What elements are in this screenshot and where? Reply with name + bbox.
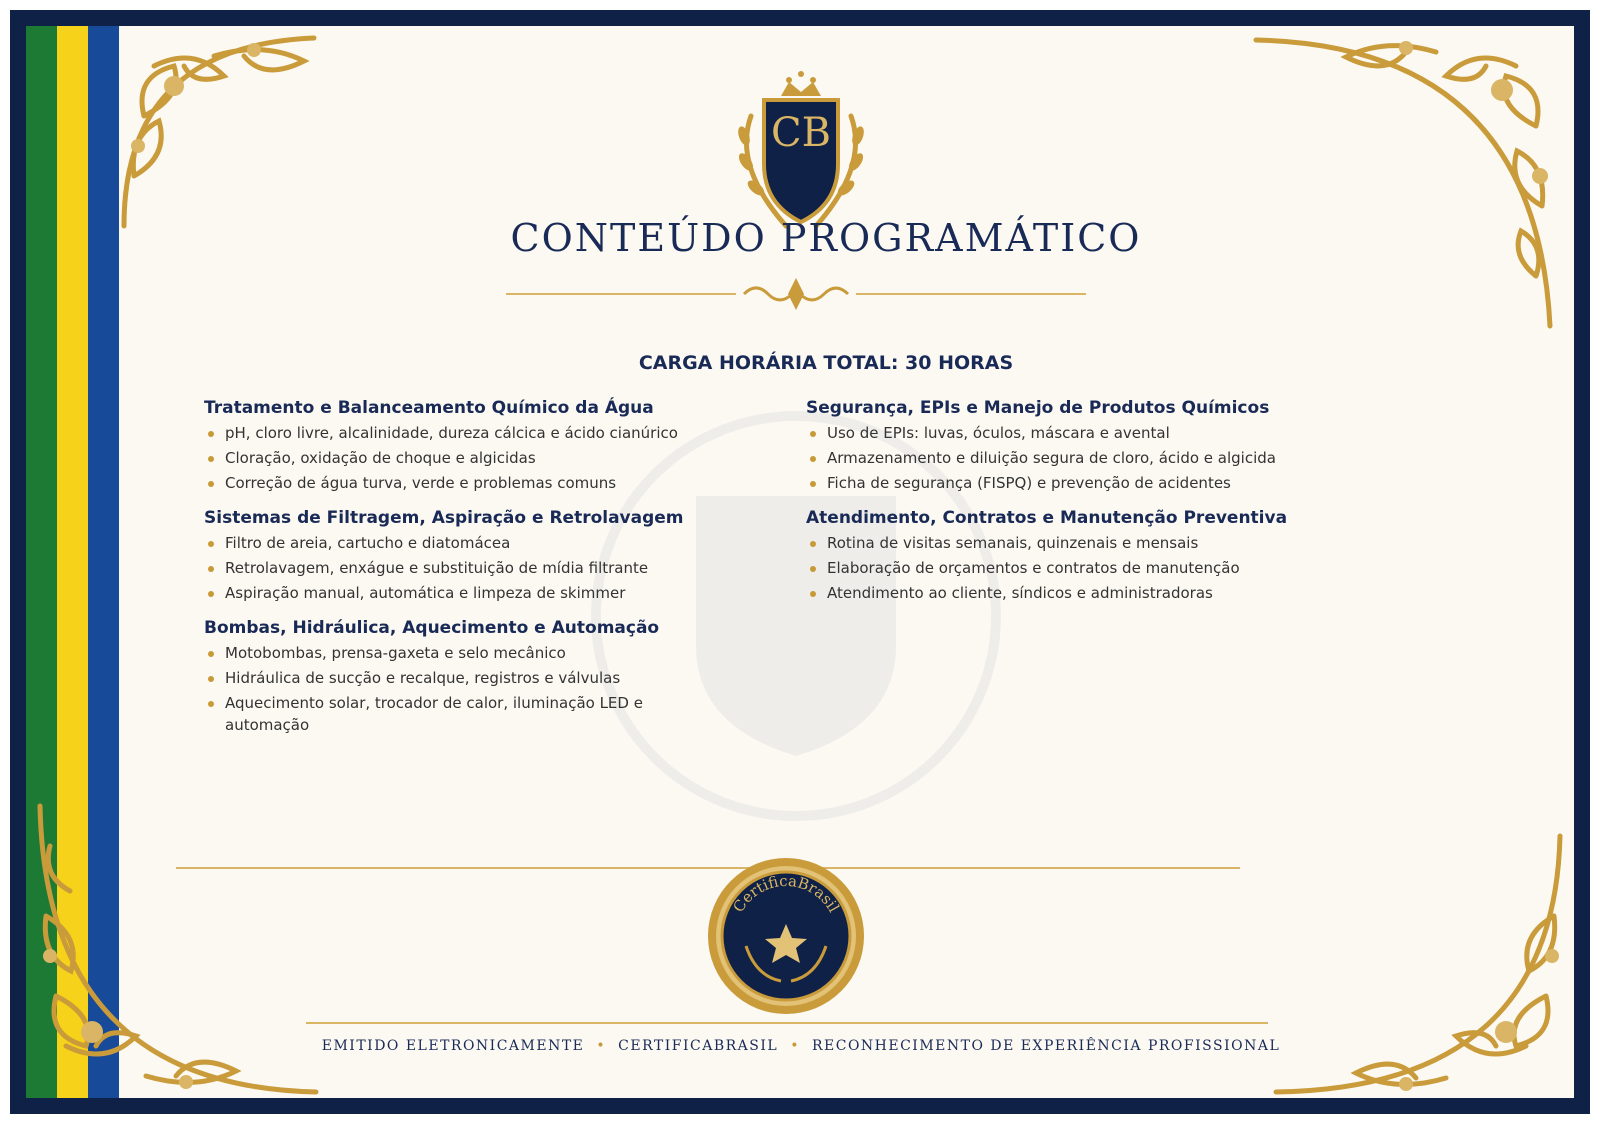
section-heading: Sistemas de Filtragem, Aspiração e Retrolavagem [204, 508, 684, 528]
corner-ornament-top-right [1236, 26, 1566, 336]
list-item: Ficha de segurança (FISPQ) e prevenção de acidentes [806, 472, 1366, 494]
list-item: Rotina de visitas semanais, quinzenais e mensais [806, 532, 1366, 554]
list-item: Correção de água turva, verde e problemas comuns [204, 472, 764, 494]
section-tratamento [204, 398, 764, 494]
list-item: pH, cloro livre, alcalinidade, dureza cálcica e ácido cianúrico [204, 422, 764, 444]
corner-ornament-bottom-right [1256, 826, 1574, 1098]
corner-ornament-top-left [114, 26, 364, 236]
list-item: Retrolavagem, enxágue e substituição de mídia filtrante [204, 557, 764, 579]
list-item: Aspiração manual, automática e limpeza de skimmer [204, 582, 764, 604]
footer-brand: CERTIFICABRASIL [618, 1038, 779, 1054]
seal-text: CertificaBrasil [729, 871, 843, 916]
section-heading: Bombas, Hidráulica, Aquecimento e Automação [204, 618, 660, 638]
section-heading: Segurança, EPIs e Manejo de Produtos Químicos [806, 398, 1270, 418]
list-item: Uso de EPIs: luvas, óculos, máscara e avental [806, 422, 1366, 444]
section-filtragem [204, 508, 764, 604]
total-workload: CARGA HORÁRIA TOTAL: 30 HORAS [638, 352, 1014, 374]
footer-text [276, 1038, 1326, 1054]
list-item: Elaboração de orçamentos e contratos de manutenção [806, 557, 1366, 579]
right-column [806, 398, 1366, 618]
list-item: Hidráulica de sucção e recalque, registros e válvulas [204, 667, 764, 689]
section-seguranca [806, 398, 1366, 494]
certificabrasil-seal [706, 856, 866, 1026]
list-item: Motobombas, prensa-gaxeta e selo mecânico [204, 642, 764, 664]
footer-recognition: RECONHECIMENTO DE EXPERIÊNCIA PROFISSIONAL [811, 1038, 1281, 1054]
page-title: CONTEÚDO PROGRAMÁTICO [510, 216, 1142, 260]
list-item: Filtro de areia, cartucho e diatomácea [204, 532, 764, 554]
list-item: Cloração, oxidação de choque e algicidas [204, 447, 764, 469]
section-heading: Atendimento, Contratos e Manutenção Preventiva [806, 508, 1288, 528]
footer-line [306, 1022, 1268, 1024]
certificate-paper [26, 26, 1574, 1098]
section-bombas [204, 618, 764, 736]
footer-separator: • [790, 1038, 800, 1054]
section-heading: Tratamento e Balanceamento Químico da Água [204, 398, 654, 418]
logo-initials: CB [771, 110, 831, 156]
ornamental-divider [506, 274, 1086, 314]
list-item: Aquecimento solar, trocador de calor, iluminação LED e automação [204, 692, 695, 736]
footer-issued: EMITIDO ELETRONICAMENTE [321, 1038, 585, 1054]
footer-separator: • [596, 1038, 607, 1054]
list-item: Atendimento ao cliente, síndicos e administradoras [806, 582, 1366, 604]
section-atendimento [806, 508, 1366, 604]
left-column [204, 398, 764, 750]
list-item: Armazenamento e diluição segura de cloro, ácido e algicida [806, 447, 1366, 469]
